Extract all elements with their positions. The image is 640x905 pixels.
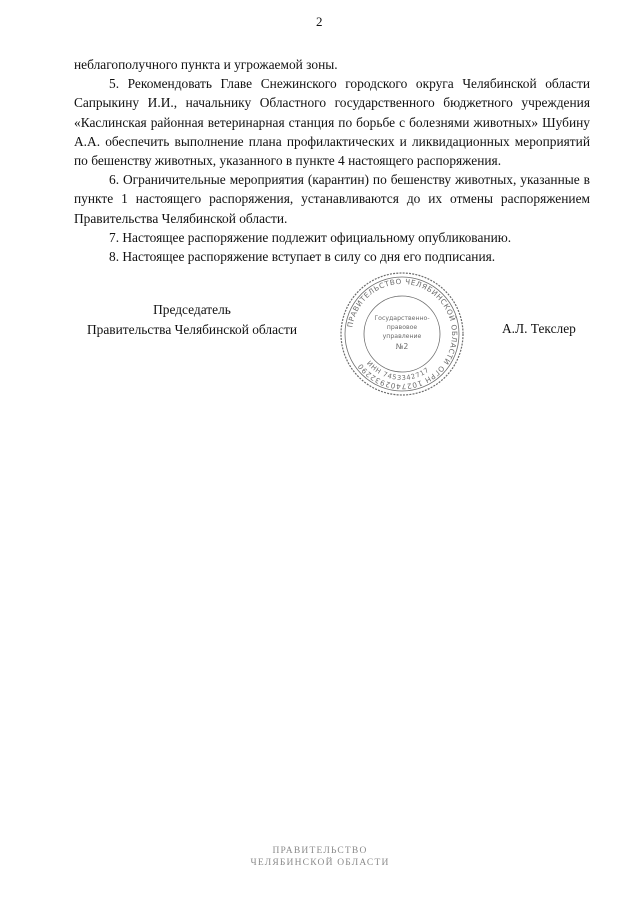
seal-inner-line2: правовое bbox=[386, 324, 418, 331]
footer-watermark bbox=[0, 845, 640, 869]
paragraph-item-7: 7. Настоящее распоряжение подлежит официальному опубликованию. bbox=[109, 229, 512, 245]
seal-inner-line3: управление bbox=[382, 333, 422, 340]
page-number: 2 bbox=[316, 14, 323, 29]
paragraph-item-6: 6. Ограничительные мероприятия (карантин) по бешенству животных, указанные в пункте 1 настоящего распоряжения, устанавливаются до их отмены распоряжением Правительства Челябинской области. bbox=[74, 172, 590, 226]
seal-graphic bbox=[338, 270, 466, 398]
seal-inner-line1: Государственно- bbox=[374, 315, 430, 322]
signatory-title bbox=[74, 300, 310, 340]
document-body bbox=[74, 55, 590, 266]
seal-inner-number: №2 bbox=[395, 342, 409, 351]
paragraph-item-5: 5. Рекомендовать Главе Снежинского городского округа Челябинской области Сапрыкину И.И., начальнику Областного государственного бюджетного учреждения «Каслинская районная ветеринарная станция по борьбе с болезнями животных» Шубину А.А. обеспечить выполнение плана профилактических и ликвидационных мероприятий по бешенству животных, указанного в пункте 4 настоящего распоряжения. bbox=[74, 76, 590, 169]
signatory-title-line2: Правительства Челябинской области bbox=[87, 322, 297, 337]
signatory-name: А.Л. Текслер bbox=[502, 321, 576, 336]
footer-line1: ПРАВИТЕЛЬСТВО bbox=[272, 846, 368, 856]
seal-inn-text: ИНН 7453342717 bbox=[365, 359, 431, 383]
paragraph-continuation: неблагополучного пункта и угрожаемой зоны. bbox=[74, 57, 338, 72]
signatory-title-line1: Председатель bbox=[153, 302, 231, 317]
paragraph-item-8: 8. Настоящее распоряжение вступает в силу со дня его подписания. bbox=[109, 249, 496, 265]
official-seal-stamp bbox=[338, 270, 466, 398]
seal-outer-text: ПРАВИТЕЛЬСТВО ЧЕЛЯБИНСКОЙ ОБЛАСТИ ОГРН 1027402932290 bbox=[345, 276, 460, 392]
footer-line2: ЧЕЛЯБИНСКОЙ ОБЛАСТИ bbox=[250, 858, 390, 868]
